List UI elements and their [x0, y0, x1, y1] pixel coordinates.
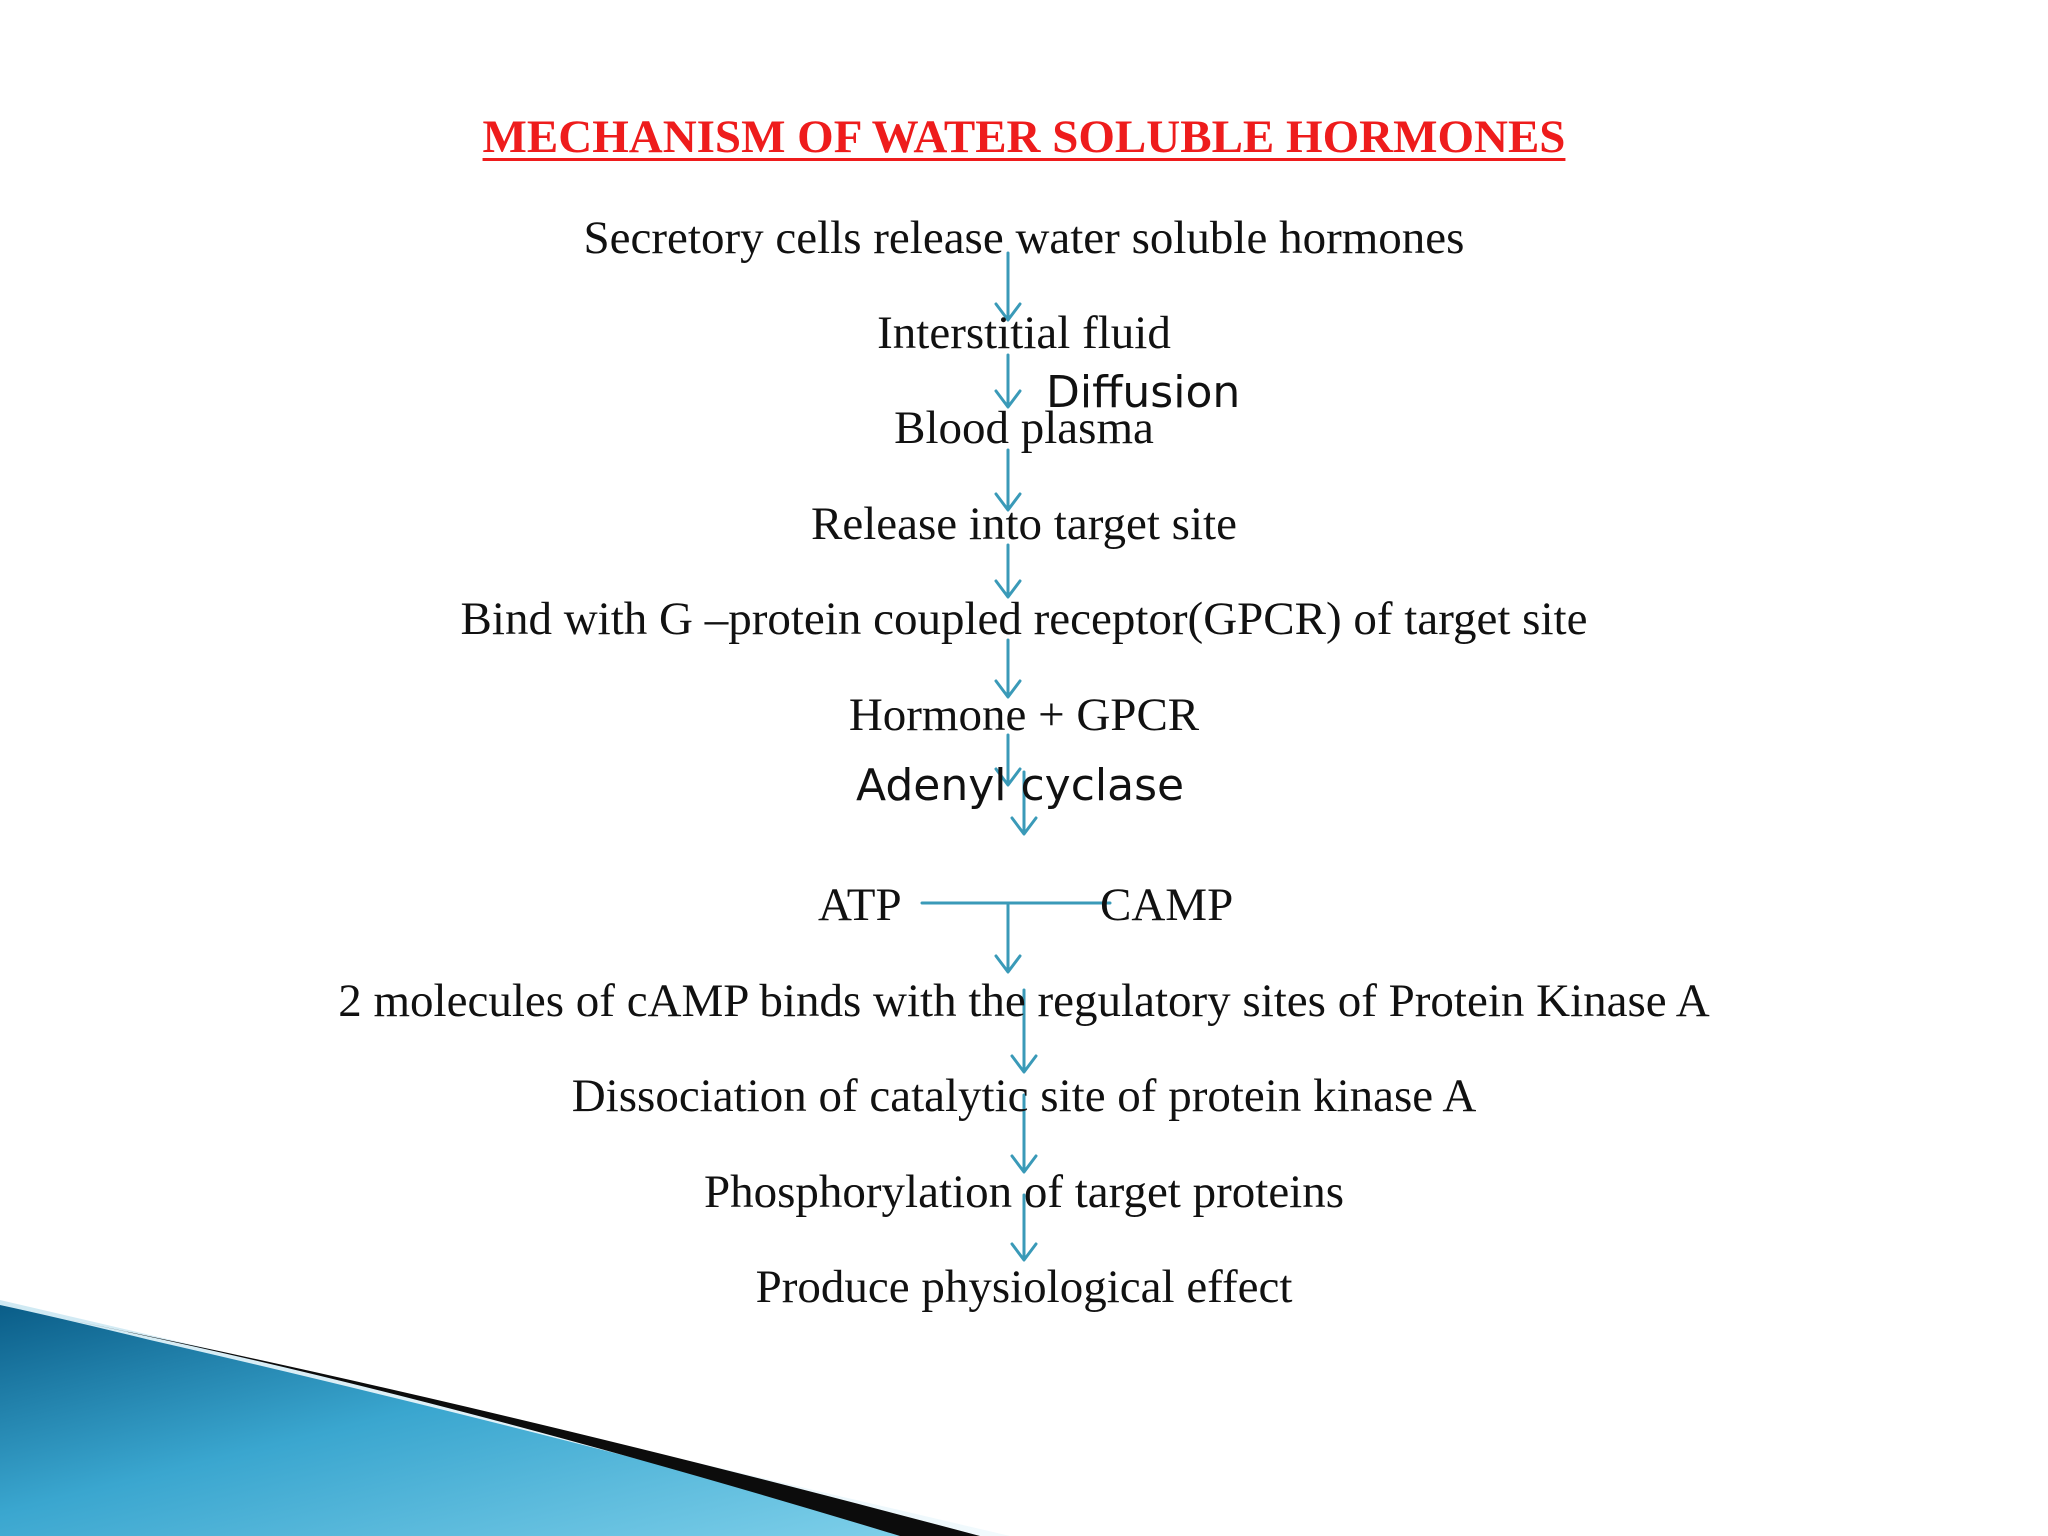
- reaction-atp: ATP: [818, 879, 902, 931]
- step-physiological-effect: Produce physiological effect: [755, 1261, 1293, 1313]
- slide-title: MECHANISM OF WATER SOLUBLE HORMONES: [482, 111, 1566, 163]
- label-diffusion: Diffusion: [1046, 367, 1241, 418]
- arrow-target-to-bind: [996, 545, 1020, 597]
- arrow-atp-to-camp-binding: [996, 905, 1020, 972]
- step-release-target: Release into target site: [811, 498, 1237, 550]
- step-dissociation: Dissociation of catalytic site of protein kinase A: [571, 1070, 1477, 1122]
- reaction-camp: CAMP: [1100, 879, 1234, 931]
- step-bind-gpcr: Bind with G –protein coupled receptor(GPCR) of target site: [460, 593, 1588, 645]
- step-secretory-cells: Secretory cells release water soluble hormones: [583, 212, 1465, 264]
- step-interstitial-fluid: Interstitial fluid: [877, 307, 1171, 359]
- step-phosphorylation: Phosphorylation of target proteins: [703, 1166, 1345, 1218]
- step-camp-binding: 2 molecules of cAMP binds with the regulatory sites of Protein Kinase A: [338, 975, 1710, 1027]
- step-blood-plasma: Blood plasma: [894, 402, 1154, 454]
- label-adenyl-cyclase: Adenyl cyclase: [856, 760, 1185, 811]
- step-hormone-gpcr: Hormone + GPCR: [848, 689, 1200, 741]
